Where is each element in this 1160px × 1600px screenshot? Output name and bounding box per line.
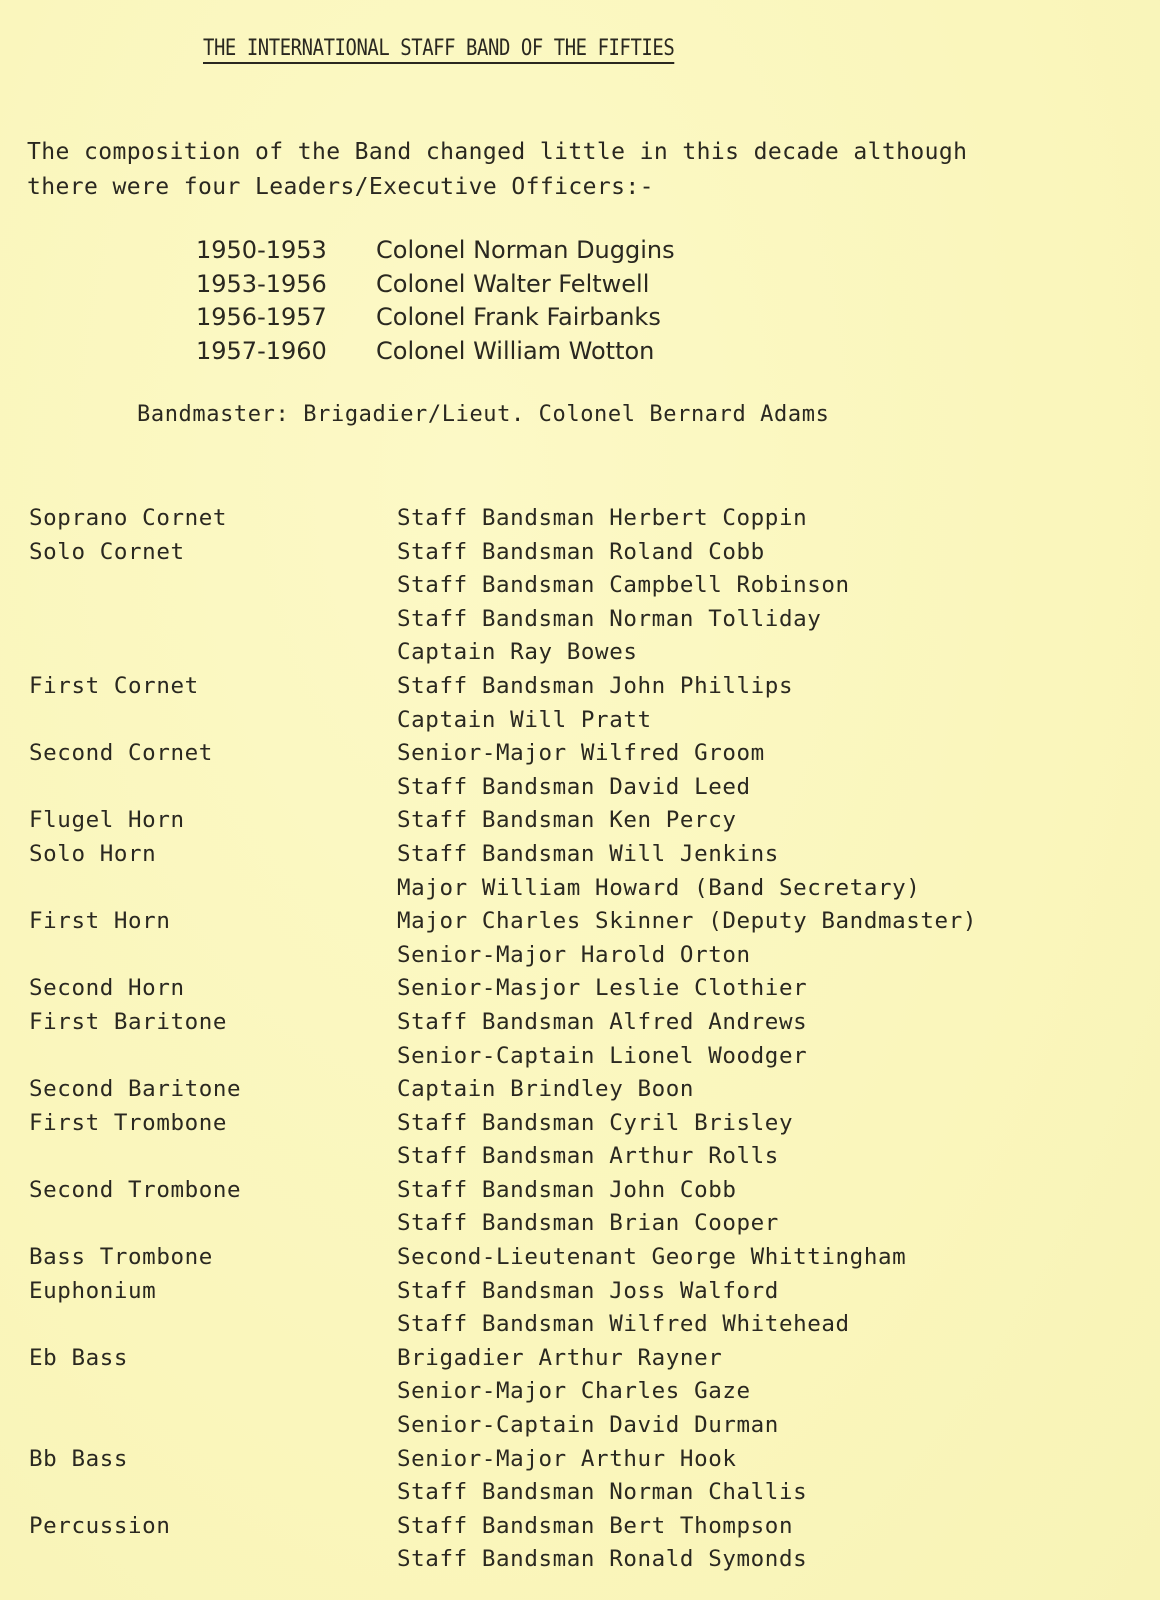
players-list xyxy=(397,1342,779,1443)
leader-name: Colonel William Wotton xyxy=(376,336,655,365)
player-name: Staff Bandsman Herbert Coppin xyxy=(397,505,808,531)
bandmaster-name: Brigadier/Lieut. Colonel Bernard Adams xyxy=(303,402,830,427)
player-name: Staff Bandsman John Phillips xyxy=(397,672,794,699)
leader-name: Colonel Norman Duggins xyxy=(376,236,675,264)
leader-years: 1953-1956 xyxy=(196,269,327,298)
players-list xyxy=(397,804,737,838)
instrument-label: Second Baritone xyxy=(29,1076,242,1103)
roster-section xyxy=(29,1443,977,1510)
player-name: Senior-Major Wilfred Groom xyxy=(397,740,765,767)
instrument-label: Second Trombone xyxy=(29,1176,242,1203)
leader-row xyxy=(196,335,675,369)
player-name: Senior-Major Harold Orton xyxy=(397,941,751,968)
players-list xyxy=(397,1443,807,1510)
players-list xyxy=(397,1241,906,1275)
instrument-label: Solo Cornet xyxy=(29,538,185,565)
instrument-label: Solo Horn xyxy=(29,840,157,867)
roster-section xyxy=(29,804,977,838)
player-name: Staff Bandsman Arthur Rolls xyxy=(397,1143,779,1170)
players-list xyxy=(397,1510,807,1577)
player-name: Staff Bandsman Joss Walford xyxy=(397,1277,779,1304)
roster-section xyxy=(29,502,977,536)
player-name: Second-Lieutenant George Whittingham xyxy=(397,1244,907,1271)
players-list xyxy=(397,1073,694,1107)
roster-section xyxy=(29,972,977,1006)
leaders-list xyxy=(196,234,675,368)
roster-section xyxy=(29,737,977,804)
roster-section xyxy=(29,1073,977,1107)
roster-section xyxy=(29,1241,977,1275)
player-name: Staff Bandsman Wilfred Whitehead xyxy=(397,1311,850,1338)
instrument-label: Second Horn xyxy=(29,975,185,1002)
roster-section xyxy=(29,905,977,972)
roster-section xyxy=(29,670,977,737)
player-name: Staff Bandsman Will Jenkins xyxy=(397,840,779,867)
instrument-label: First Horn xyxy=(29,908,171,935)
players-list xyxy=(397,1107,793,1174)
player-name: Senior-Masjor Leslie Clothier xyxy=(397,975,808,1002)
players-list xyxy=(397,972,807,1006)
player-name: Staff Bandsman Cyril Brisley xyxy=(397,1109,794,1136)
instrument-label: First Cornet xyxy=(29,672,199,699)
leader-years: 1957-1960 xyxy=(196,336,327,365)
player-name: Staff Bandsman Bert Thompson xyxy=(397,1512,794,1539)
players-list xyxy=(397,1174,779,1241)
leader-row xyxy=(196,234,675,268)
roster-section xyxy=(29,838,977,905)
leader-row xyxy=(196,301,675,335)
intro-line-1: The composition of the Band changed little in this decade although xyxy=(27,139,968,165)
player-name: Captain Ray Bowes xyxy=(397,639,638,666)
roster-section xyxy=(29,536,977,670)
player-name: Staff Bandsman Campbell Robinson xyxy=(397,572,850,599)
player-name: Major Charles Skinner (Deputy Bandmaster) xyxy=(397,908,977,935)
instrument-label: Soprano Cornet xyxy=(29,505,228,531)
player-name: Staff Bandsman Ronald Symonds xyxy=(397,1546,808,1573)
intro-line-2: there were four Leaders/Executive Officers:- xyxy=(27,174,654,200)
players-list xyxy=(397,536,850,670)
page-title: THE INTERNATIONAL STAFF BAND OF THE FIFTIES xyxy=(203,36,674,64)
instrument-label: Euphonium xyxy=(29,1277,157,1304)
player-name: Major William Howard (Band Secretary) xyxy=(397,874,921,901)
player-name: Captain Will Pratt xyxy=(397,706,652,733)
bandmaster-label: Bandmaster: xyxy=(137,402,290,427)
player-name: Staff Bandsman David Leed xyxy=(397,773,751,800)
intro-paragraph xyxy=(27,135,967,205)
roster-section xyxy=(29,1107,977,1174)
roster-section xyxy=(29,1006,977,1073)
players-list xyxy=(397,737,765,804)
band-roster xyxy=(29,502,977,1577)
bandmaster-line xyxy=(137,402,829,427)
player-name: Staff Bandsman Roland Cobb xyxy=(397,538,765,565)
roster-section xyxy=(29,1342,977,1443)
leader-row xyxy=(196,268,675,302)
instrument-label: Flugel Horn xyxy=(29,807,185,834)
instrument-label: Percussion xyxy=(29,1512,171,1539)
player-name: Staff Bandsman Norman Challis xyxy=(397,1479,808,1506)
player-name: Brigadier Arthur Rayner xyxy=(397,1344,723,1371)
roster-section xyxy=(29,1275,977,1342)
player-name: Staff Bandsman John Cobb xyxy=(397,1176,737,1203)
player-name: Staff Bandsman Norman Tolliday xyxy=(397,605,822,632)
player-name: Senior-Major Charles Gaze xyxy=(397,1378,751,1405)
player-name: Staff Bandsman Ken Percy xyxy=(397,807,737,834)
instrument-label: Eb Bass xyxy=(29,1344,129,1371)
roster-section xyxy=(29,1510,977,1577)
roster-section xyxy=(29,1174,977,1241)
player-name: Captain Brindley Boon xyxy=(397,1076,695,1103)
players-list xyxy=(397,1275,850,1342)
player-name: Staff Bandsman Alfred Andrews xyxy=(397,1008,808,1035)
players-list xyxy=(397,1006,807,1073)
instrument-label: Bass Trombone xyxy=(29,1244,213,1271)
instrument-label: Second Cornet xyxy=(29,740,213,767)
leader-name: Colonel Walter Feltwell xyxy=(376,269,650,298)
instrument-label: First Trombone xyxy=(29,1109,228,1136)
players-list xyxy=(397,502,807,536)
player-name: Senior-Captain David Durman xyxy=(397,1412,779,1439)
leader-years: 1956-1957 xyxy=(196,303,327,331)
players-list xyxy=(397,670,793,737)
leader-name: Colonel Frank Fairbanks xyxy=(376,303,661,331)
player-name: Senior-Captain Lionel Woodger xyxy=(397,1042,808,1069)
instrument-label: First Baritone xyxy=(29,1008,228,1035)
instrument-label: Bb Bass xyxy=(29,1445,129,1472)
players-list xyxy=(397,838,920,905)
player-name: Staff Bandsman Brian Cooper xyxy=(397,1210,779,1237)
player-name: Senior-Major Arthur Hook xyxy=(397,1445,737,1472)
players-list xyxy=(397,905,977,972)
leader-years: 1950-1953 xyxy=(196,236,327,264)
